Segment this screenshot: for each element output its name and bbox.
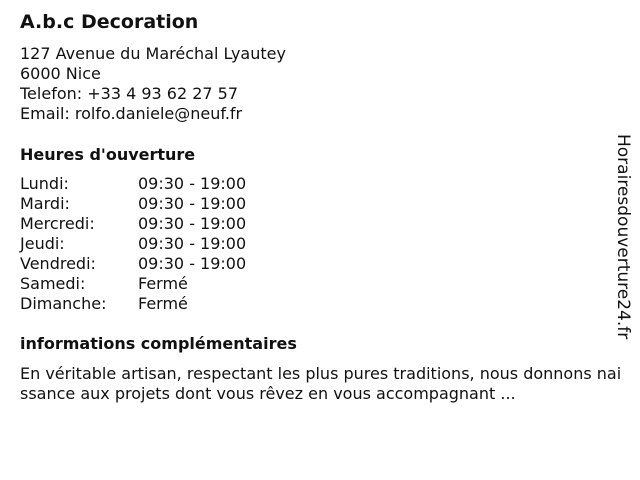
address-city: 6000 Nice — [20, 64, 101, 83]
day-label: Mardi: — [20, 194, 70, 213]
day-label: Samedi: — [20, 274, 86, 293]
time-value: Fermé — [138, 274, 188, 293]
time-value: 09:30 - 19:00 — [138, 254, 247, 273]
day-label: Dimanche: — [20, 294, 107, 313]
phone-number: Telefon: +33 4 93 62 27 57 — [20, 84, 239, 103]
time-value: Fermé — [138, 294, 188, 313]
business-description: En véritable artisan, respectant les plus pures traditions, nous donnons naissance aux projets dont vous rêvez en vous accompagnant ... — [20, 364, 622, 403]
time-value: 09:30 - 19:00 — [138, 234, 247, 253]
time-value: 09:30 - 19:00 — [138, 174, 247, 193]
address-street: 127 Avenue du Maréchal Lyautey — [20, 44, 286, 63]
time-value: 09:30 - 19:00 — [138, 194, 247, 213]
business-name: A.b.c Decoration — [20, 11, 199, 33]
email-address: Email: rolfo.daniele@neuf.fr — [20, 104, 243, 123]
site-watermark: Horairesdouverture24.fr — [613, 134, 633, 340]
opening-hours-heading: Heures d'ouverture — [20, 145, 196, 164]
day-label: Jeudi: — [20, 234, 65, 253]
contact-block — [20, 44, 286, 124]
day-label: Lundi: — [20, 174, 69, 193]
day-label: Vendredi: — [20, 254, 96, 273]
additional-info-heading: informations complémentaires — [20, 334, 297, 353]
day-label: Mercredi: — [20, 214, 95, 233]
time-value: 09:30 - 19:00 — [138, 214, 247, 233]
